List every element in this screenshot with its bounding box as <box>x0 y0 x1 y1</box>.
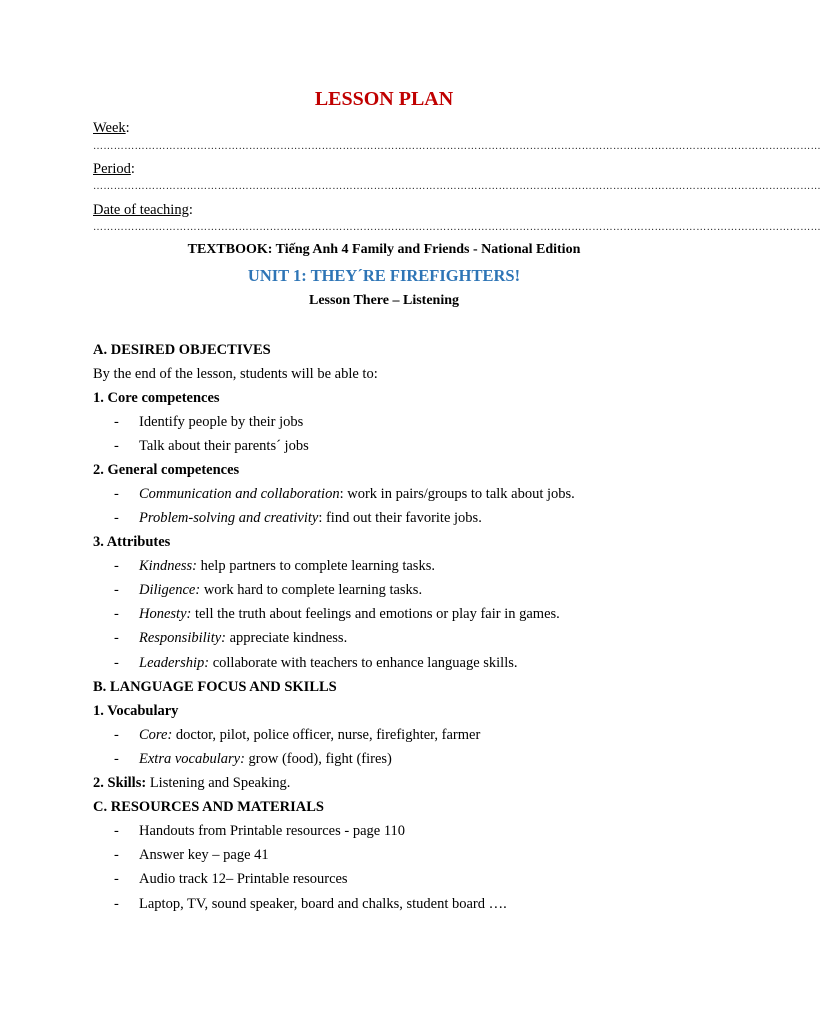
field-period-colon: : <box>130 161 135 177</box>
section-a-intro: By the end of the lesson, students will be able to: <box>93 366 378 382</box>
bullet-marker: - <box>114 606 119 622</box>
vocabulary-heading: 1. Vocabulary <box>93 703 179 719</box>
bullet-marker: - <box>114 823 119 839</box>
general-item-text: : find out their favorite jobs. <box>318 510 482 526</box>
bullet-marker: - <box>114 510 119 526</box>
bullet-marker: - <box>114 655 119 671</box>
bullet-marker: - <box>114 438 119 454</box>
attribute-term: Diligence: <box>139 582 201 598</box>
attribute-item <box>139 606 560 623</box>
resource-item: Handouts from Printable resources - page 110 <box>139 823 406 839</box>
lesson-title: Lesson There – Listening <box>308 293 459 308</box>
vocab-term: Core: <box>139 727 173 743</box>
general-item-term: Problem-solving and creativity <box>139 510 319 526</box>
bullet-marker: - <box>114 558 119 574</box>
field-week-label: Week <box>93 120 126 136</box>
general-item-text: : work in pairs/groups to talk about jobs. <box>339 486 575 502</box>
bullet-marker: - <box>114 847 119 863</box>
field-date-label: Date of teaching <box>93 202 189 218</box>
field-date-colon: : <box>188 202 193 218</box>
bullet-marker: - <box>114 414 119 430</box>
attributes-heading: 3. Attributes <box>93 534 171 550</box>
attribute-item <box>139 655 518 672</box>
attribute-text: appreciate kindness. <box>226 630 348 646</box>
attribute-term: Honesty: <box>139 606 192 622</box>
skills-label: 2. Skills: <box>93 775 147 791</box>
skills-text: Listening and Speaking. <box>146 775 291 791</box>
attribute-item <box>139 558 435 575</box>
vocab-item <box>139 727 480 744</box>
field-period-dots: ………………………………………………………………………………………………………………………………………………………………………………………… <box>93 181 821 192</box>
vocab-text: grow (food), fight (fires) <box>244 751 392 767</box>
attribute-item <box>139 630 347 647</box>
attribute-text: help partners to complete learning tasks. <box>197 558 435 574</box>
attribute-text: work hard to complete learning tasks. <box>200 582 423 598</box>
bullet-marker: - <box>114 871 119 887</box>
general-competences-heading: 2. General competences <box>93 462 240 478</box>
general-item <box>139 486 575 503</box>
section-c-heading: C. RESOURCES AND MATERIALS <box>93 799 324 815</box>
section-a-heading: A. DESIRED OBJECTIVES <box>93 342 271 358</box>
unit-title: UNIT 1: THEY´RE FIREFIGHTERS! <box>247 266 521 285</box>
bullet-marker: - <box>114 751 119 767</box>
textbook-line: TEXTBOOK: Tiếng Anh 4 Family and Friends - National Edition <box>187 242 581 257</box>
vocab-item <box>139 751 392 768</box>
resource-item: Laptop, TV, sound speaker, board and chalks, student board …. <box>139 896 507 912</box>
field-week <box>93 120 130 137</box>
section-b-heading: B. LANGUAGE FOCUS AND SKILLS <box>93 679 337 695</box>
general-item <box>139 510 482 527</box>
bullet-marker: - <box>114 896 119 912</box>
core-competences-heading: 1. Core competences <box>93 390 220 406</box>
attribute-term: Kindness: <box>139 558 197 574</box>
general-item-term: Communication and collaboration <box>139 486 340 502</box>
attribute-text: tell the truth about feelings and emotions or play fair in games. <box>191 606 560 622</box>
page-title: LESSON PLAN <box>314 88 454 110</box>
resource-item: Audio track 12– Printable resources <box>139 871 348 887</box>
vocab-text: doctor, pilot, police officer, nurse, firefighter, farmer <box>172 727 481 743</box>
core-item: Talk about their parents´ jobs <box>139 438 309 454</box>
bullet-marker: - <box>114 486 119 502</box>
skills-line <box>93 775 290 792</box>
field-period <box>93 161 135 178</box>
attribute-text: collaborate with teachers to enhance language skills. <box>209 655 518 671</box>
vocab-term: Extra vocabulary: <box>139 751 245 767</box>
bullet-marker: - <box>114 582 119 598</box>
resource-item: Answer key – page 41 <box>139 847 269 863</box>
attribute-term: Responsibility: <box>139 630 226 646</box>
field-date <box>93 202 193 219</box>
field-period-label: Period <box>93 161 131 177</box>
core-item: Identify people by their jobs <box>139 414 304 430</box>
field-week-dots: ………………………………………………………………………………………………………………………………………………………………………………………… <box>93 141 821 152</box>
bullet-marker: - <box>114 630 119 646</box>
field-date-dots: ………………………………………………………………………………………………………………………………………………………………………………………… <box>93 222 821 233</box>
attribute-term: Leadership: <box>139 655 210 671</box>
field-week-colon: : <box>125 120 130 136</box>
attribute-item <box>139 582 422 599</box>
bullet-marker: - <box>114 727 119 743</box>
